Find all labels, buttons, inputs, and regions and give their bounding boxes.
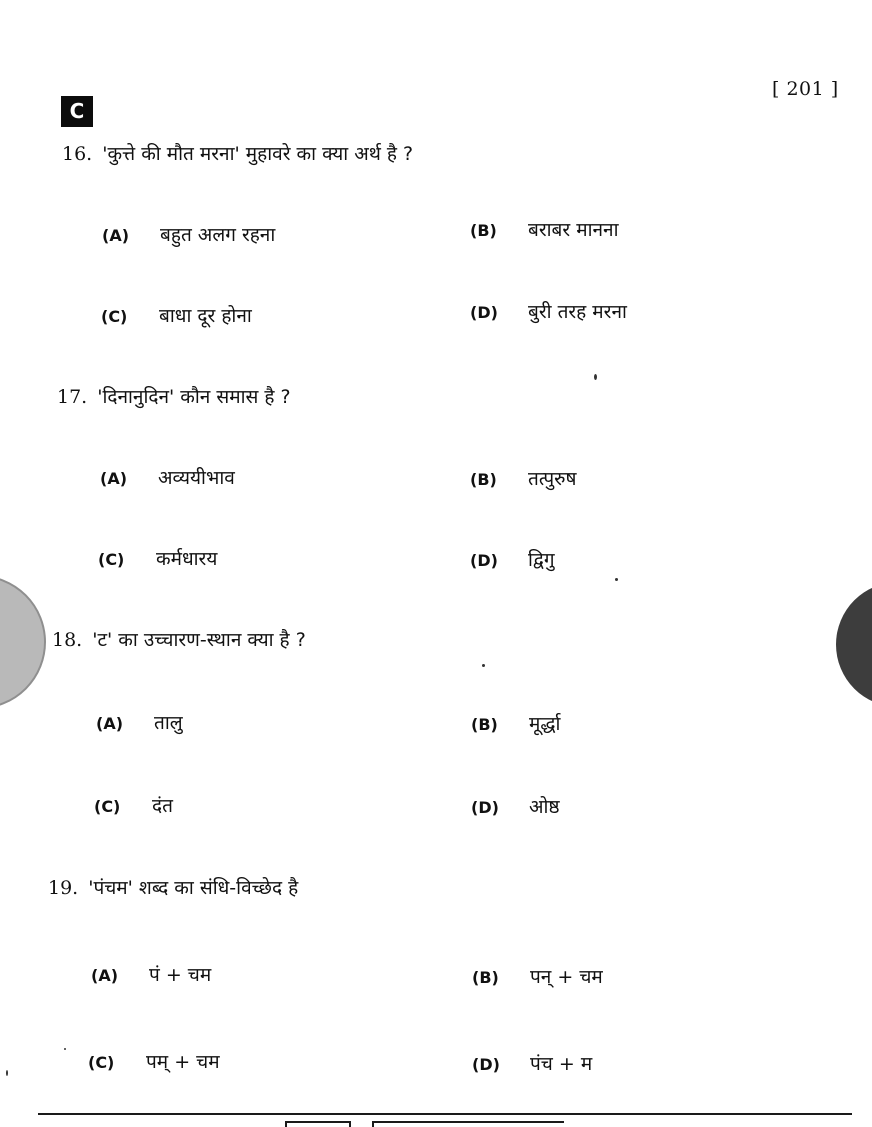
option-letter: (A) (96, 714, 124, 733)
option-text: दंत (152, 795, 173, 817)
option-letter: (A) (91, 966, 119, 985)
scan-speck (482, 664, 485, 667)
option-19-d[interactable] (472, 1050, 592, 1076)
option-19-a[interactable] (91, 961, 211, 987)
option-18-d[interactable] (471, 793, 560, 819)
question-17 (57, 383, 291, 409)
option-letter: (C) (88, 1053, 115, 1072)
footer-box (372, 1121, 564, 1127)
footer-rule (38, 1113, 852, 1115)
option-letter: (B) (471, 715, 498, 734)
option-text: पं + चम (149, 964, 212, 986)
footer-box (285, 1121, 351, 1127)
option-text: पम् + चम (146, 1051, 220, 1073)
option-letter: (D) (470, 551, 498, 570)
option-16-a[interactable] (102, 221, 275, 247)
option-text: बराबर मानना (528, 219, 619, 241)
option-18-a[interactable] (96, 709, 183, 735)
option-letter: (B) (472, 968, 499, 987)
scan-speck (64, 1048, 66, 1050)
option-text: तालु (154, 712, 183, 734)
question-19 (48, 874, 298, 900)
scan-speck (594, 374, 597, 380)
option-17-d[interactable] (470, 546, 555, 572)
question-text: 'ट' का उच्चारण-स्थान क्या है ? (92, 629, 306, 651)
option-letter: (C) (98, 550, 125, 569)
option-text: कर्मधारय (156, 548, 218, 570)
question-16 (62, 140, 413, 166)
option-text: बाधा दूर होना (159, 305, 252, 327)
option-letter: (C) (94, 797, 121, 816)
option-letter: (A) (100, 469, 128, 488)
option-text: मूर्द्धा (529, 713, 561, 735)
question-text: 'कुत्ते की मौत मरना' मुहावरे का क्या अर्थ है ? (102, 143, 414, 165)
punch-hole-left (0, 575, 46, 709)
option-text: ओष्ठ (529, 796, 560, 818)
option-text: बहुत अलग रहना (160, 224, 276, 246)
set-code-badge: C (61, 96, 93, 127)
question-number: 17. (57, 386, 88, 408)
option-letter: (D) (472, 1055, 500, 1074)
scan-speck (6, 1070, 8, 1076)
option-letter: (D) (470, 303, 498, 322)
question-text: 'दिनानुदिन' कौन समास है ? (97, 386, 291, 408)
question-number: 18. (52, 629, 83, 651)
option-text: बुरी तरह मरना (528, 301, 627, 323)
option-text: पंच + म (530, 1053, 593, 1075)
option-text: अव्ययीभाव (158, 467, 235, 489)
option-17-a[interactable] (100, 464, 235, 490)
question-text: 'पंचम' शब्द का संधि-विच्छेद है (88, 877, 299, 899)
option-19-c[interactable] (88, 1048, 220, 1074)
option-text: द्विगु (528, 549, 555, 571)
option-16-c[interactable] (101, 302, 252, 328)
question-number: 19. (48, 877, 79, 899)
option-letter: (D) (471, 798, 499, 817)
option-16-d[interactable] (470, 298, 627, 324)
option-text: तत्पुरुष (528, 468, 577, 490)
question-number: 16. (62, 143, 93, 165)
option-19-b[interactable] (472, 963, 603, 989)
option-text: पन् + चम (530, 966, 603, 988)
option-17-c[interactable] (98, 545, 217, 571)
page-number: [ 201 ] (772, 78, 839, 100)
punch-hole-right (836, 582, 872, 707)
question-18 (52, 626, 306, 652)
option-letter: (C) (101, 307, 128, 326)
scan-speck (615, 578, 618, 581)
option-letter: (B) (470, 470, 497, 489)
option-16-b[interactable] (470, 216, 619, 242)
option-18-c[interactable] (94, 792, 173, 818)
option-letter: (A) (102, 226, 130, 245)
option-17-b[interactable] (470, 465, 577, 491)
option-18-b[interactable] (471, 710, 560, 736)
option-letter: (B) (470, 221, 497, 240)
